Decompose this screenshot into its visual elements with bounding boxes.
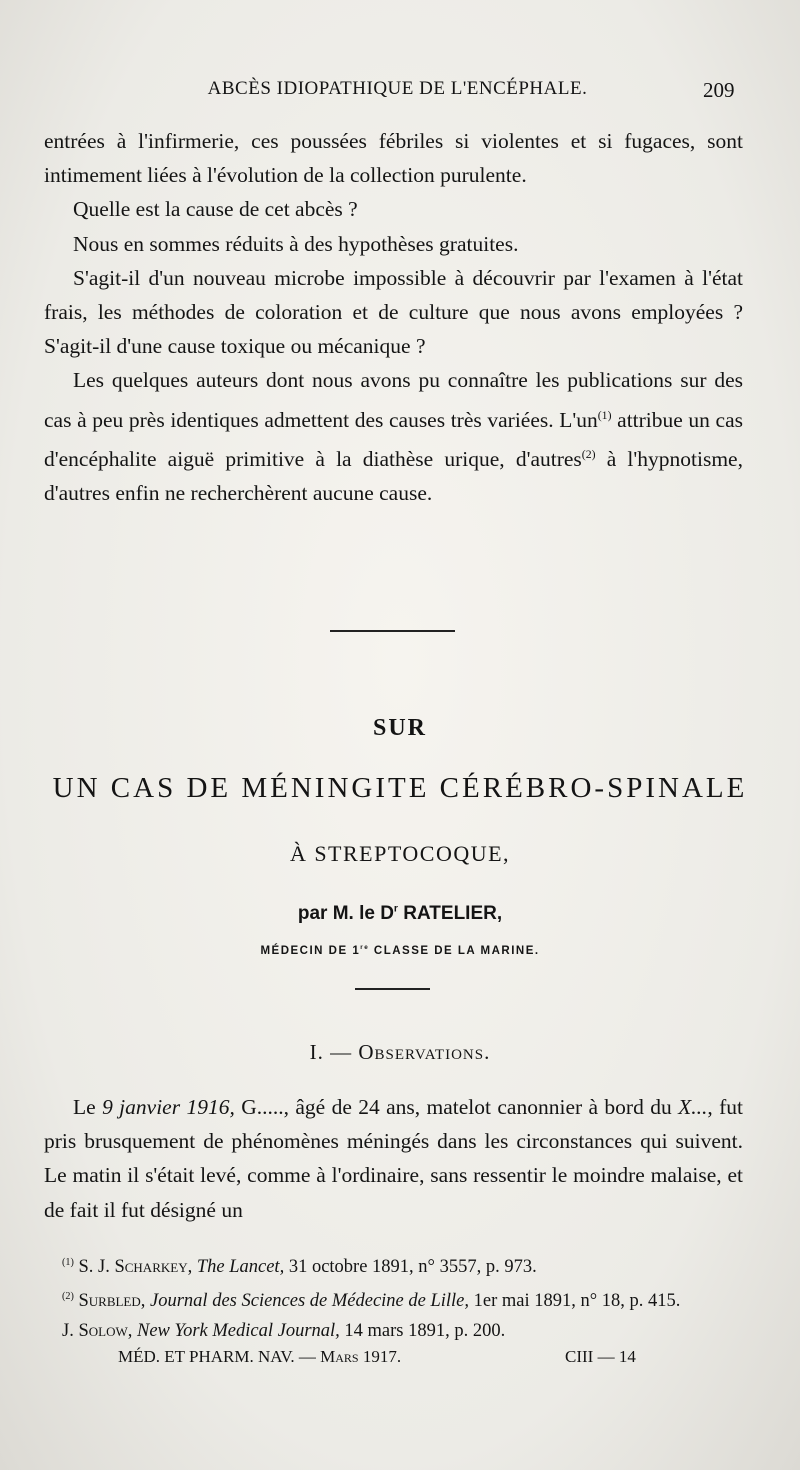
affiliation-sup: re (360, 944, 370, 951)
footnote-ref-2: (2) (581, 446, 596, 461)
footnote-details: 31 octobre 1891, n° 3557, p. 973. (288, 1257, 537, 1278)
footnote-details: 14 mars 1891, p. 200. (344, 1321, 506, 1342)
author-affiliation (0, 944, 800, 957)
paragraph-2: Quelle est la cause de cet abcès ? (73, 197, 358, 222)
paragraph-5-text: Les quelques auteurs dont nous avons pu connaître les publications sur des cas à peu près identiques admettent des causes très variées. L'un (44, 368, 743, 432)
body-text (44, 124, 743, 511)
paragraph-5 (44, 363, 743, 510)
paragraph-3: Nous en sommes réduits à des hypothèses gratuites. (73, 231, 519, 256)
author-prefix: par M. le D (297, 903, 394, 924)
paragraph-5-text: à l'hypnotisme, d'autres enfin ne recherchèrent aucune cause. (44, 447, 743, 506)
paragraph-5-text: attribue un cas d'encéphalite aiguë primitive à la diathèse urique, d'autres (44, 407, 743, 472)
footnote-journal: New York Medical Journal, (136, 1321, 340, 1342)
author-divider (355, 988, 430, 990)
affiliation-text: CLASSE DE LA MARINE. (369, 944, 540, 957)
observation-text (44, 1090, 743, 1227)
section-divider (330, 630, 455, 632)
article-sur: SUR (372, 715, 427, 741)
observation-text: , fut pris brusquement de phénomènes méningés dans les circonstances qui suivent. Le matin il s'était levé, comme à l'ordinaire, sans ressentir le moindre malaise, et de fait il fut désigné un (44, 1095, 743, 1222)
footnote-3 (40, 1316, 750, 1346)
signature-left: MÉD. ET PHARM. NAV. — Mars 1917. (118, 1347, 402, 1366)
observation-text: G....., âgé de 24 ans, matelot canonnier à bord du (234, 1095, 679, 1119)
article-subtitle: À STREPTOCOQUE, (289, 841, 511, 866)
article-title: UN CAS DE MÉNINGITE CÉRÉBRO-SPINALE (52, 772, 748, 804)
footnote-author: J. Solow, (62, 1321, 133, 1342)
observation-text: Le (73, 1095, 103, 1119)
footnote-journal: Journal des Sciences de Médecine de Lille, (150, 1291, 470, 1312)
author-name: RATELIER, (397, 903, 503, 924)
observation-date: 9 janvier 1916, (102, 1095, 235, 1119)
footnote-2 (40, 1282, 750, 1316)
footnote-1 (40, 1248, 750, 1282)
ship-name: X... (678, 1095, 708, 1119)
signature-right: CIII — 14 (565, 1347, 636, 1366)
footnote-details: 1er mai 1891, n° 18, p. 415. (473, 1291, 681, 1312)
footnote-author: S. J. Scharkey, (78, 1257, 193, 1278)
footnote-ref-1: (1) (597, 407, 612, 422)
affiliation-text: MÉDECIN DE 1 (260, 944, 361, 957)
section-heading: I. — Observations. (309, 1040, 491, 1064)
author-sup: r (393, 903, 398, 915)
page-number: 209 (703, 78, 735, 102)
footnote-mark: (1) (62, 1257, 74, 1268)
running-head: ABCÈS IDIOPATHIQUE DE L'ENCÉPHALE. (207, 78, 588, 99)
paragraph-1: entrées à l'infirmerie, ces poussées fébriles si violentes et si fugaces, sont intimement liées à l'évolution de la collection purulente. (44, 129, 743, 188)
observation-paragraph (44, 1090, 743, 1227)
footnotes (40, 1248, 750, 1346)
article-author (0, 903, 800, 925)
paragraph-4: S'agit-il d'un nouveau microbe impossible à découvrir par l'examen à l'état frais, les méthodes de coloration et de culture que nous avons employées ? S'agit-il d'une cause toxique ou mécanique ? (44, 265, 743, 359)
footnote-author: Surbled, (78, 1291, 146, 1312)
footnote-journal: The Lancet, (196, 1257, 285, 1278)
footnote-mark: (2) (62, 1291, 74, 1303)
